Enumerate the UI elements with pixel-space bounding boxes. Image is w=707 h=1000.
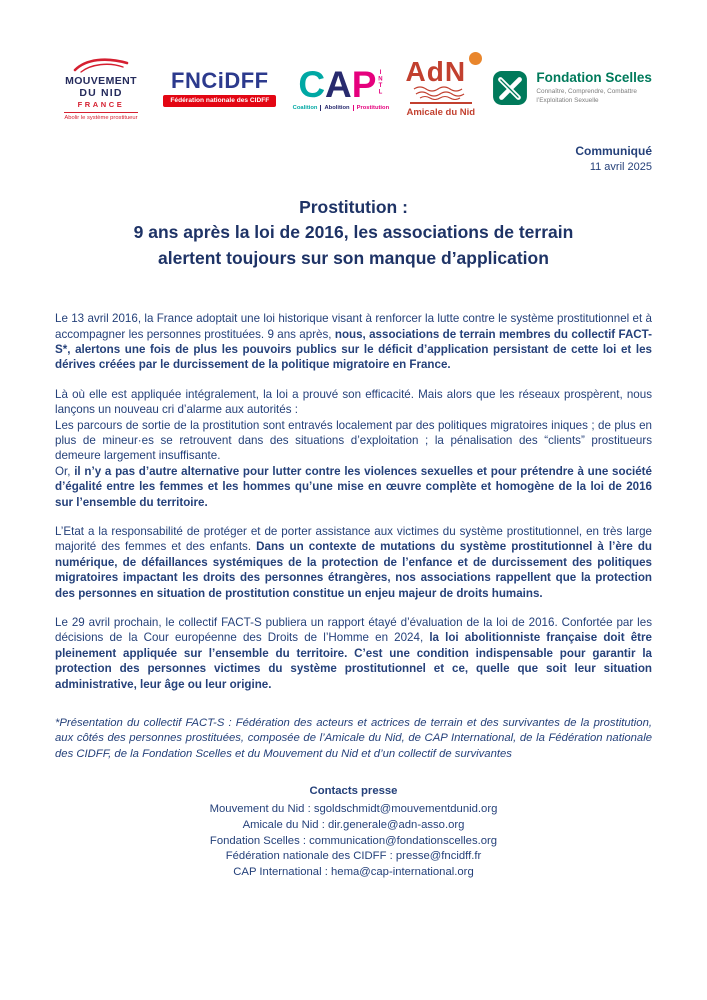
headline (55, 195, 652, 271)
mdn-wordmark-du-nid: DU NID (79, 86, 123, 99)
nest-swoosh-icon (72, 56, 130, 74)
contact-line: Mouvement du Nid : sgoldschmidt@mouvementdunid.org (209, 802, 498, 815)
logo-cap-international (292, 63, 390, 111)
paragraph (55, 311, 652, 373)
logo-bar (55, 48, 652, 128)
adn-orange-dot-icon (469, 52, 482, 65)
contacts-heading: Contacts presse (309, 785, 398, 798)
headline-line-3: alertent toujours sur son manque d’application (158, 247, 549, 268)
cap-subtitle-prostitution: Prostitution (353, 105, 390, 111)
cap-subtitle-abolition: Abolition (320, 105, 349, 111)
contact-line: CAP International : hema@cap-international.org (233, 866, 474, 879)
paragraph-run: L’Etat a la responsabilité de protéger et de porter assistance aux victimes du système prostitutionnel, en très large majorité des femmes et des enfants. (55, 525, 652, 554)
paragraph-run: Là où elle est appliquée intégralement, la loi a prouvé son efficacité. Mais alors que les réseaux prospèrent, nous lançons un nouveau cri d’alarme aux autorités : (55, 387, 652, 417)
paragraph-run-bold: nous, associations de terrain membres du collectif FACT-S*, alertons une fois de plus les pouvoirs publics sur le déficit d’application persistant de cette loi et les dérives créées par le durcissement de la politique migratoire en France. (55, 327, 652, 372)
contact-line: Fondation Scelles : communication@fondationscelles.org (209, 834, 498, 847)
logo-mouvement-du-nid (55, 56, 147, 121)
scelles-tagline-line1: Connaître, Comprendre, Combattre (536, 87, 637, 95)
mdn-tagline: Abolir le système prostitueur (64, 112, 137, 121)
fncidff-wordmark: FNCiDFF (171, 67, 269, 93)
paragraph (55, 387, 652, 510)
cap-letter-c: C (298, 63, 326, 105)
paragraph (55, 524, 652, 601)
cap-letter-p: P (351, 63, 377, 105)
cap-intl-label: INTL (377, 69, 384, 96)
paragraph-run-bold: Dans un contexte de mutations du système prostitutionnel à l’ère du numérique, de défaillances systémiques de la protection de l’enfance et de durcissement des politiques migratoires impactant les droits des personnes étrangères, nos associations rappellent que la protection des personnes en situation de prostitution constitue un enjeu majeur de droits humains. (55, 540, 652, 600)
paragraph-run: Or, (55, 464, 75, 478)
nest-lines-icon (412, 86, 470, 100)
paragraph-run: Le 13 avril 2016, la France adoptait une loi historique visant à renforcer la lutte contre le système prostitutionnel et à accompagner les personnes prostituées. 9 ans après, (55, 312, 652, 341)
headline-line-2: 9 ans après la loi de 2016, les associations de terrain (133, 222, 574, 243)
logo-fncidff (163, 67, 276, 107)
paragraph-run: Le 29 avril prochain, le collectif FACT-S publiera un rapport étayé d’évaluation de la loi de 2016. Confortée par les décisions de la Cour européenne des Droits de l’Homme en 2024, (55, 616, 652, 645)
cap-subtitle-coalition: Coalition (292, 104, 318, 111)
logo-fondation-scelles (492, 70, 652, 106)
facts-footnote: *Présentation du collectif FACT-S : Fédération des acteurs et actrices de terrain et des survivantes de la prostitution, aux côtés des personnes prostituées, composée de l’Amicale du Nid, de CAP International, de la Fédération nationale des CIDFF, de la Fondation Scelles et du Mouvement du Nid et d’un collectif de survivantes (55, 717, 652, 760)
scelles-weave-icon (492, 70, 528, 106)
fncidff-banner: Fédération nationale des CIDFF (163, 95, 276, 107)
logo-amicale-du-nid (406, 58, 477, 118)
mdn-wordmark-france: FRANCE (77, 99, 125, 109)
scelles-text-block (536, 70, 652, 105)
adn-wordmark-block (406, 58, 477, 86)
cap-letter-a: A (325, 63, 352, 105)
paragraph (55, 615, 652, 692)
cap-wordmark (298, 63, 384, 105)
adn-wordmark: AdN (405, 56, 467, 88)
paragraph-run-bold: la loi abolitionniste française doit être pleinement appliquée sur l’ensemble du territoire. C’est une condition indispensable pour garantir la protection des personnes victimes du système prostitutionnel et ce, quelle que soit leur situation administrative, leur âge ou leur origine. (55, 631, 652, 691)
contact-lines (55, 802, 652, 881)
press-contacts (55, 784, 652, 881)
doc-type-label: Communiqué (575, 144, 652, 158)
scelles-name: Fondation Scelles (536, 70, 652, 86)
doc-date: 11 avril 2025 (589, 161, 652, 173)
doc-meta (55, 144, 652, 173)
contact-line: Amicale du Nid : dir.generale@adn-asso.org (242, 818, 465, 831)
headline-line-1: Prostitution : (299, 197, 408, 217)
adn-name: Amicale du Nid (406, 106, 476, 118)
paragraph-run-bold: il n’y a pas d’autre alternative pour lutter contre les violences sexuelles et pour prétendre à une société d’égalité entre les femmes et les hommes qu’une mise en œuvre complète et homogène de la loi de 2016 sur l’ensemble du territoire. (55, 464, 652, 509)
paragraph-run: Les parcours de sortie de la prostitution sont entravés localement par des politiques migratoires iniques ; de plus en plus de mineur·es se retrouvent dans des situations d’exploitation ; la pénalisation des “clients” prostitueurs demeure largement insuffisante. (55, 418, 652, 463)
adn-divider (410, 102, 472, 104)
contact-line: Fédération nationale des CIDFF : presse@fncidff.fr (225, 850, 482, 863)
cap-subtitle (293, 105, 389, 111)
mdn-wordmark-mouvement: MOUVEMENT (65, 74, 137, 87)
scelles-tagline-line2: l’Exploitation Sexuelle (536, 96, 599, 104)
body-text (55, 311, 652, 692)
